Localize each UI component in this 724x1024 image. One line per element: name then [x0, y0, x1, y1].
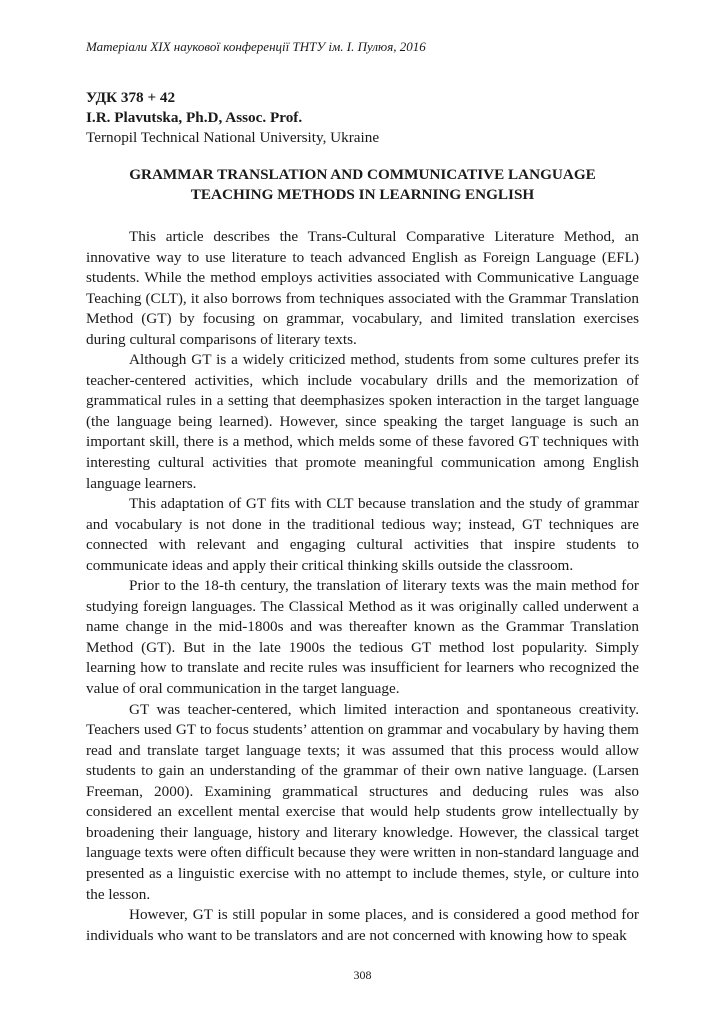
article-body [86, 227, 639, 946]
running-header: Матеріали XIX наукової конференції ТНТУ ім. І. Пулюя, 2016 [86, 39, 426, 54]
body-paragraph: Although GT is a widely criticized method, students from some cultures prefer its teacher-centered activities, which include vocabulary drills and the memorization of grammatical rules in a setting that deemphasizes spoken interaction in the target language (the language being learned). However, since speaking the target language is such an important skill, there is a method, which melds some of these favored GT techniques with interesting cultural activities that promote meaningful communication among English language learners. [86, 351, 639, 492]
body-paragraph: GT was teacher-centered, which limited interaction and spontaneous creativity. Teachers used GT to focus students’ attention on grammar and vocabulary by having them read and translate target language texts; it was assumed that this process would allow students to gain an understanding of the grammar of their own native language. (Larsen Freeman, 2000). Examining grammatical structures and deducing rules was also considered an excellent mental exercise that would help students grow intellectually by broadening their language, history and literary knowledge. However, the classical target language texts were often difficult because they were written in non-standard language and presented as a linguistic exercise with no attempt to include themes, style, or culture into the lesson. [86, 700, 640, 903]
page-number: 308 [353, 968, 372, 982]
title-line-1: GRAMMAR TRANSLATION AND COMMUNICATIVE LANGUAGE [129, 166, 596, 183]
udc-code: УДК 378 + 42 [86, 89, 176, 106]
affiliation-line: Ternopil Technical National University, Ukraine [86, 129, 380, 146]
article-meta [86, 88, 639, 148]
body-paragraph: This adaptation of GT fits with CLT because translation and the study of grammar and vocabulary is not done in the traditional tedious way; instead, GT techniques are connected with relevant and engaging cultural activities that inspire students to communicate ideas and apply their critical thinking skills outside the classroom. [86, 495, 639, 574]
author-line: I.R. Plavutska, Ph.D, Assoc. Prof. [86, 109, 303, 126]
body-paragraph: However, GT is still popular in some places, and is considered a good method for individuals who want to be translators and are not concerned with knowing how to speak [86, 906, 639, 944]
article-title [86, 165, 639, 205]
body-paragraph: Prior to the 18-th century, the translation of literary texts was the main method for studying foreign languages. The Classical Method as it was originally called underwent a name change in the mid-1800s and was thereafter known as the Grammar Translation Method (GT). But in the late 1900s the tedious GT method lost popularity. Simply learning how to translate and recite rules was insufficient for learners who recognized the value of oral communication in the target language. [86, 577, 639, 698]
body-paragraph: This article describes the Trans-Cultural Comparative Literature Method, an innovative way to use literature to teach advanced English as Foreign Language (EFL) students. While the method employs activities associated with Communicative Language Teaching (CLT), it also borrows from techniques associated with the Grammar Translation Method (GT) by focusing on grammar, vocabulary, and limited translation exercises during cultural comparisons of literary texts. [86, 228, 639, 348]
title-line-2: TEACHING METHODS IN LEARNING ENGLISH [190, 186, 535, 203]
